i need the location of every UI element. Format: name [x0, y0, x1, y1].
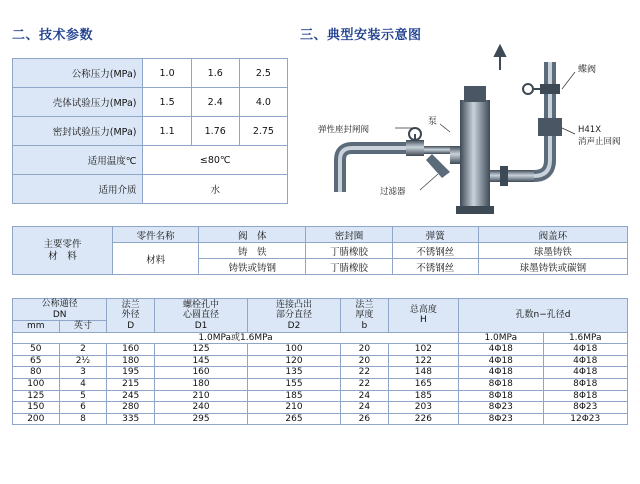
cell-h: 185 [388, 390, 458, 402]
header-mm: mm [13, 321, 60, 333]
cell-b: 24 [340, 390, 388, 402]
check-valve [538, 118, 562, 136]
section-title-diagram: 三、典型安装示意图 [300, 28, 422, 43]
cell: 2.75 [239, 117, 287, 146]
cell-mm: 100 [13, 378, 60, 390]
cell: 2.5 [239, 59, 287, 88]
materials-title [13, 227, 113, 275]
cell-d: 180 [107, 355, 155, 367]
label-butterfly-valve: 蝶阀 [578, 65, 597, 75]
header-holes: 孔数n−孔径d [459, 299, 628, 333]
cell: 丁腈橡胶 [306, 259, 392, 275]
cell: 铸 铁 [199, 243, 306, 259]
materials-table [12, 226, 628, 275]
cell: 1.6 [191, 59, 239, 88]
cell-h: 203 [388, 402, 458, 414]
cell-n10: 8Φ23 [459, 402, 543, 414]
part-name: 阀 体 [199, 227, 306, 243]
cell-d2: 265 [248, 413, 341, 425]
label-filter: 过滤器 [380, 187, 406, 197]
cell-mm: 80 [13, 367, 60, 379]
section-title-tech: 二、技术参数 [12, 28, 94, 43]
header-dn-sub: DN [52, 309, 67, 320]
cell-h: 165 [388, 378, 458, 390]
cell-inch: 8 [59, 413, 107, 425]
header-text: 厚度 [355, 310, 374, 321]
header-text: 外径 [121, 310, 140, 321]
cell-h: 122 [388, 355, 458, 367]
cell: 不锈钢丝 [392, 259, 478, 275]
row-label: 适用介质 [13, 175, 143, 204]
table-row [13, 227, 628, 243]
table-row [13, 175, 288, 204]
cell: 1.76 [191, 117, 239, 146]
header-raised-face [248, 299, 341, 333]
header-dn [13, 299, 107, 321]
part-name: 阀盖环 [478, 227, 627, 243]
part-header: 零件名称 [113, 227, 199, 243]
cell: 1.1 [143, 117, 191, 146]
cell-n10: 4Φ18 [459, 344, 543, 356]
header-inch: 英寸 [59, 321, 107, 333]
table-row [13, 367, 628, 379]
cell-n16: 12Φ23 [543, 413, 628, 425]
table-row [13, 59, 288, 88]
cell: 1.0 [143, 59, 191, 88]
cell: ≤80℃ [143, 146, 288, 175]
header-text: H [420, 315, 427, 326]
cell-n16: 4Φ18 [543, 344, 628, 356]
cell-h: 226 [388, 413, 458, 425]
cell: 2.4 [191, 88, 239, 117]
cell-mm: 125 [13, 390, 60, 402]
pressure-row [13, 332, 628, 344]
header-text: b [361, 320, 368, 331]
cell-h: 102 [388, 344, 458, 356]
header-text: D [127, 320, 135, 331]
cell-n16: 8Φ18 [543, 378, 628, 390]
label-pump: 泵 [428, 117, 438, 127]
materials-title-line1: 主要零件 [43, 238, 82, 250]
header-text: 部分直径 [275, 310, 312, 321]
cell-mm: 200 [13, 413, 60, 425]
gate-valve [406, 140, 424, 156]
tech-params-table [12, 58, 288, 204]
cell-d1: 210 [155, 390, 248, 402]
cell-mm: 150 [13, 402, 60, 414]
header-text: 螺栓孔中 [183, 299, 220, 310]
table-row [13, 117, 288, 146]
header-text: 心圆直径 [183, 310, 220, 321]
header-text: D2 [287, 320, 301, 331]
cell-n16: 8Φ23 [543, 402, 628, 414]
cell-b: 20 [340, 355, 388, 367]
table-row [13, 146, 288, 175]
cell-d2: 155 [248, 378, 341, 390]
row-label: 壳体试验压力(MPa) [13, 88, 143, 117]
row-label: 适用温度℃ [13, 146, 143, 175]
header-dn-label: 公称通径 [41, 299, 78, 309]
flow-arrow-icon [495, 46, 505, 70]
part-name: 密封圈 [306, 227, 392, 243]
cell-n10: 8Φ18 [459, 390, 543, 402]
cell-d2: 210 [248, 402, 341, 414]
label-gate-valve: 弹性座封闸阀 [318, 125, 370, 135]
materials-title-line2: 材 料 [48, 250, 77, 262]
cell-d1: 160 [155, 367, 248, 379]
table-row [13, 344, 628, 356]
discharge-pipe [490, 170, 534, 182]
suction-pipe [340, 148, 410, 192]
cell: 不锈钢丝 [392, 243, 478, 259]
header-thickness [340, 299, 388, 333]
cell-d: 215 [107, 378, 155, 390]
cell-n10: 4Φ18 [459, 355, 543, 367]
butterfly-valve [540, 84, 560, 94]
table-row [13, 390, 628, 402]
cell-inch: 2½ [59, 355, 107, 367]
cell-n16: 4Φ18 [543, 355, 628, 367]
cell-d1: 125 [155, 344, 248, 356]
header-text: 法兰 [121, 299, 140, 310]
cell: 4.0 [239, 88, 287, 117]
cell: 球墨铸铁 [478, 243, 627, 259]
cell: 铸铁或铸钢 [199, 259, 306, 275]
cell: 丁腈橡胶 [306, 243, 392, 259]
row-label: 密封试验压力(MPa) [13, 117, 143, 146]
header-text: 法兰 [355, 299, 374, 310]
cell-d1: 145 [155, 355, 248, 367]
cell-d2: 135 [248, 367, 341, 379]
header-flange-od [107, 299, 155, 333]
pressure-common: 1.0MPa或1.6MPa [13, 332, 459, 344]
cell-d: 280 [107, 402, 155, 414]
cell-n10: 4Φ18 [459, 367, 543, 379]
cell-d: 245 [107, 390, 155, 402]
label-check-valve-name: 消声止回阀 [578, 137, 621, 147]
cell-d1: 240 [155, 402, 248, 414]
pump [460, 100, 490, 210]
cell-inch: 4 [59, 378, 107, 390]
cell: 球墨铸铁或碳钢 [478, 259, 627, 275]
cell-d2: 100 [248, 344, 341, 356]
table-row [13, 402, 628, 414]
part-name: 弹簧 [392, 227, 478, 243]
cell-mm: 65 [13, 355, 60, 367]
cell-d1: 295 [155, 413, 248, 425]
header-text: D1 [194, 320, 208, 331]
cell-b: 20 [340, 344, 388, 356]
cell-mm: 50 [13, 344, 60, 356]
pressure-b: 1.6MPa [543, 332, 628, 344]
cell: 1.5 [143, 88, 191, 117]
cell-d: 160 [107, 344, 155, 356]
cell-inch: 3 [59, 367, 107, 379]
cell-n10: 8Φ23 [459, 413, 543, 425]
cell: 水 [143, 175, 288, 204]
cell-inch: 5 [59, 390, 107, 402]
cell-h: 148 [388, 367, 458, 379]
cell-b: 26 [340, 413, 388, 425]
pressure-a: 1.0MPa [459, 332, 543, 344]
header-text: 总高度 [409, 304, 437, 315]
cell-d2: 120 [248, 355, 341, 367]
cell-inch: 6 [59, 402, 107, 414]
header-bolt-circle [155, 299, 248, 333]
material-label: 材料 [113, 243, 199, 275]
dimensions-table [12, 298, 628, 425]
cell-d1: 180 [155, 378, 248, 390]
table-row [13, 378, 628, 390]
table-row [13, 413, 628, 425]
cell-b: 24 [340, 402, 388, 414]
table-row [13, 88, 288, 117]
installation-diagram [300, 42, 630, 222]
cell-n16: 4Φ18 [543, 367, 628, 379]
cell-n16: 8Φ18 [543, 390, 628, 402]
cell-b: 22 [340, 378, 388, 390]
table-row [13, 355, 628, 367]
cell-d2: 185 [248, 390, 341, 402]
header-text: 连接凸出 [275, 299, 312, 310]
cell-b: 22 [340, 367, 388, 379]
cell-n10: 8Φ18 [459, 378, 543, 390]
cell-d: 335 [107, 413, 155, 425]
cell-inch: 2 [59, 344, 107, 356]
cell-d: 195 [107, 367, 155, 379]
table-header-row [13, 299, 628, 321]
row-label: 公称压力(MPa) [13, 59, 143, 88]
header-height [388, 299, 458, 333]
label-check-valve-code: H41X [578, 125, 602, 135]
